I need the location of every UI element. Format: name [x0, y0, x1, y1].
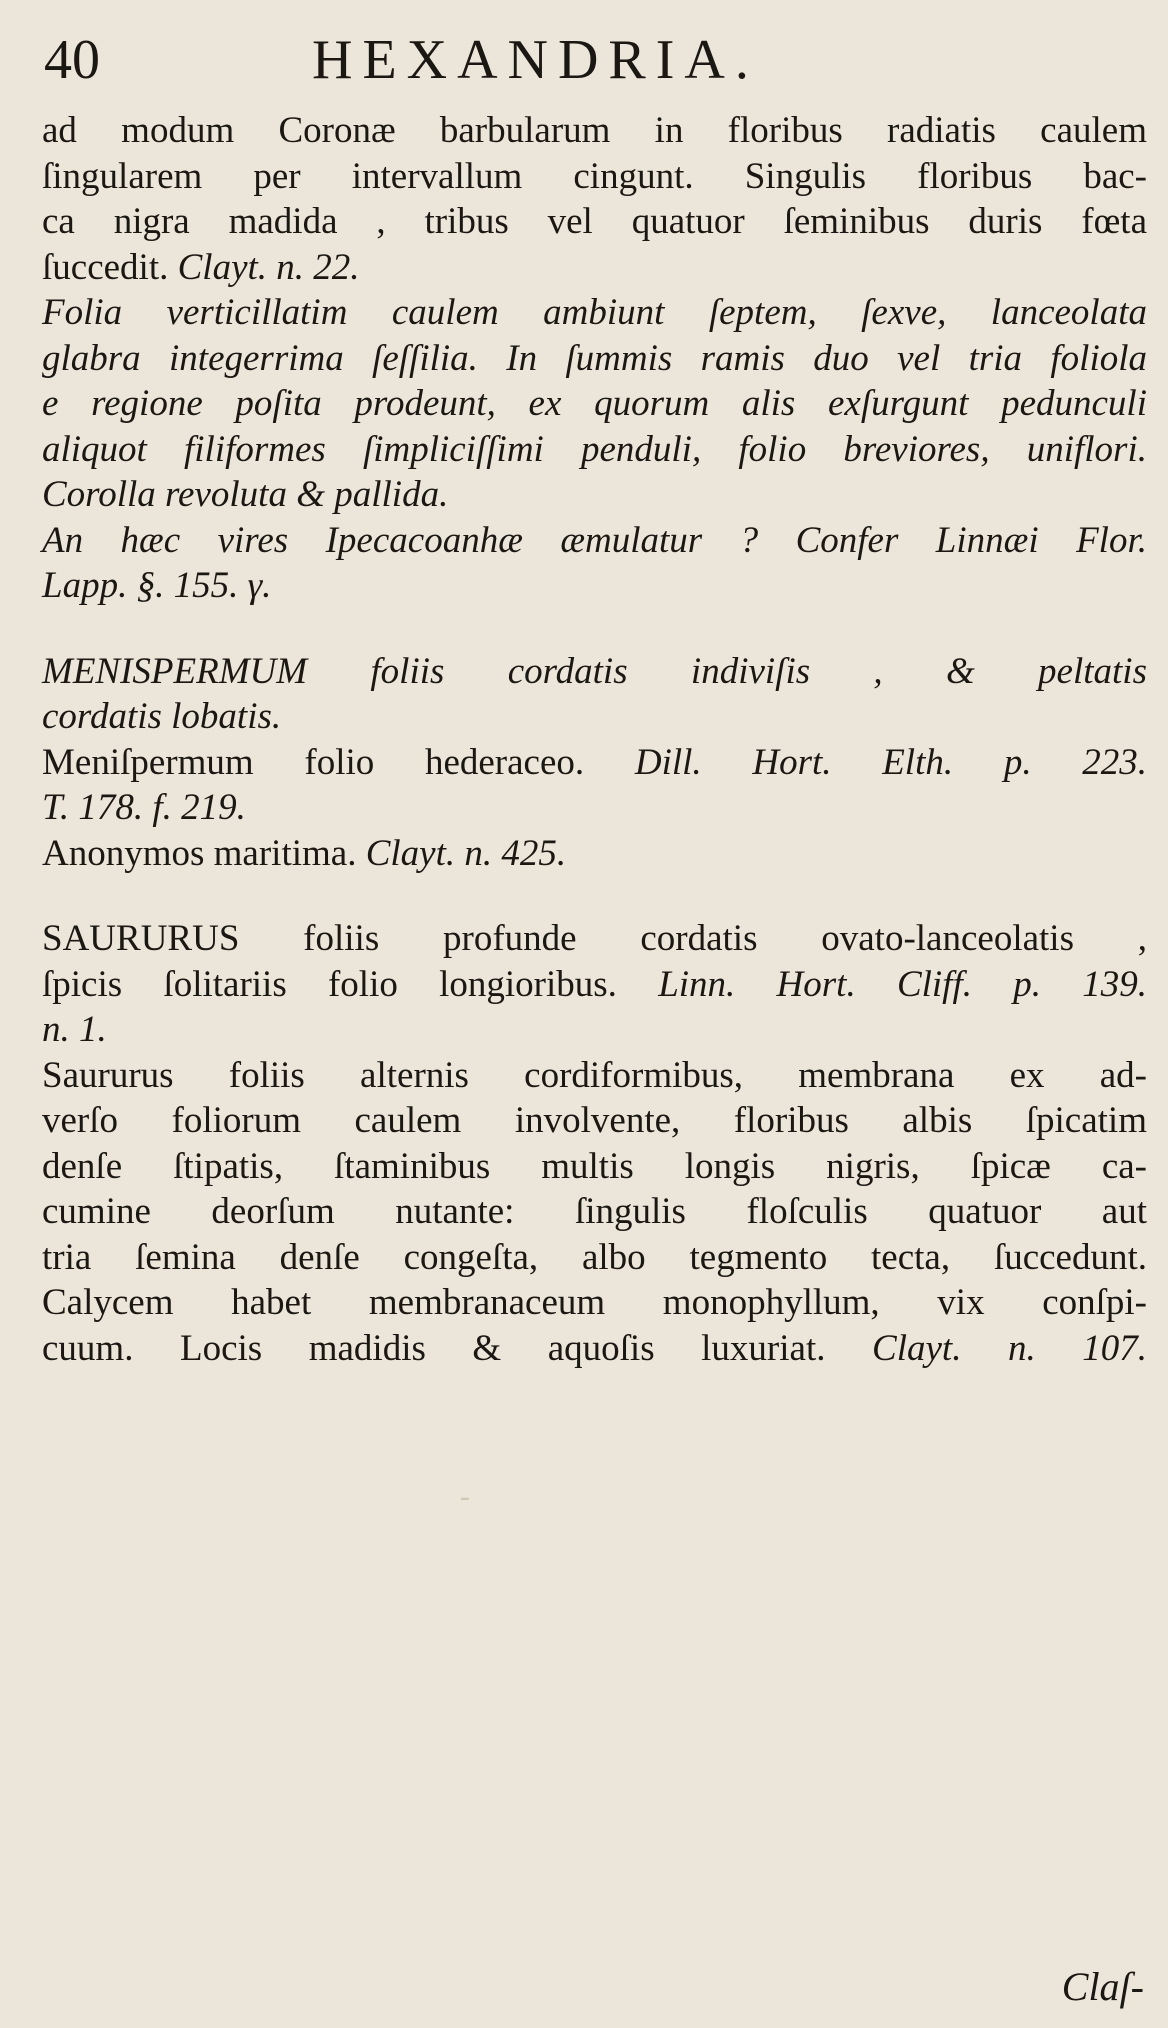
- text-line: e regione poſita prodeunt, ex quorum alis exſurgunt pedunculi: [42, 383, 1147, 424]
- catchword: Claſ-: [1061, 1964, 1144, 2009]
- text-line: [42, 740, 1147, 786]
- separator-mark: -: [460, 1480, 470, 1513]
- citation: Clayt. n. 22.: [177, 246, 360, 288]
- text-fragment: Meniſpermum folio hederaceo.: [42, 741, 585, 783]
- citation: Dill. Hort. Elth. p. 223.: [634, 741, 1148, 783]
- entry-heading: [42, 649, 1147, 695]
- text-fragment: Anonymos maritima.: [42, 832, 357, 874]
- citation: Linn. Hort. Cliff. p. 139.: [658, 963, 1147, 1005]
- text-line: Saururus foliis alternis cordiformibus, membrana ex ad-: [42, 1054, 1147, 1096]
- citation: Clayt. n. 107.: [872, 1327, 1148, 1369]
- text-fragment: cuum. Locis madidis & aquoſis luxuriat.: [42, 1327, 826, 1369]
- text-line: [42, 245, 1147, 291]
- section-gap: [42, 876, 1147, 916]
- text-line: denſe ſtipatis, ſtaminibus multis longis nigris, ſpicæ ca-: [42, 1145, 1147, 1187]
- text-line: ſingularem per intervallum cingunt. Singulis floribus bac-: [42, 155, 1147, 197]
- text-line: cumine deorſum nutante: ſingulis floſculis quatuor aut: [42, 1191, 1147, 1232]
- text-line: An hæc vires Ipecacoanhæ æmulatur ? Confer Linnæi Flor.: [42, 519, 1147, 561]
- text-line: Corolla revoluta & pallida.: [42, 474, 449, 515]
- page-number: 40: [44, 29, 100, 91]
- text-line: ad modum Coronæ barbularum in floribus radiatis caulem: [42, 110, 1147, 151]
- genus-name: MENISPERMUM: [42, 650, 308, 692]
- text-line: [42, 962, 1147, 1008]
- running-title: HEXANDRIA.: [312, 29, 759, 91]
- text-line: glabra integerrima ſeſſilia. In ſummis ramis duo vel tria foliola: [42, 337, 1147, 379]
- text-line: verſo foliorum caulem involvente, floribus albis ſpicatim: [42, 1100, 1147, 1141]
- paragraph-note: [42, 518, 1147, 609]
- entry-heading: SAURURUS foliis profunde cordatis ovato-lanceolatis ,: [42, 918, 1147, 959]
- section-gap: [42, 609, 1147, 649]
- paragraph-description-continued: [42, 108, 1147, 290]
- paragraph-folia: [42, 290, 1147, 518]
- text-line: ca nigra madida , tribus vel quatuor ſeminibus duris fœta: [42, 201, 1147, 242]
- page-header: [0, 22, 1168, 102]
- citation: Clayt. n. 425.: [365, 832, 567, 874]
- text-fragment: ſpicis ſolitariis folio longioribus.: [42, 963, 617, 1005]
- text-line: n. 1.: [42, 1009, 107, 1050]
- text-line: [42, 831, 1147, 877]
- text-line: Lapp. §. 155. γ.: [42, 565, 272, 606]
- text-fragment: ſuccedit.: [42, 246, 169, 288]
- entry-saururus: [42, 916, 1147, 1371]
- entry-menispermum: [42, 649, 1147, 877]
- page-body: [42, 108, 1147, 1371]
- text-fragment: foliis cordatis indiviſis , & peltatis: [370, 650, 1147, 692]
- citation: T. 178. f. 219.: [42, 787, 246, 828]
- text-line: [42, 1326, 1147, 1372]
- text-line: Calycem habet membranaceum monophyllum, vix conſpi-: [42, 1282, 1147, 1323]
- text-line: cordatis lobatis.: [42, 696, 282, 737]
- text-line: Folia verticillatim caulem ambiunt ſeptem, ſexve, lanceolata: [42, 292, 1147, 333]
- text-line: tria ſemina denſe congeſta, albo tegmento tecta, ſuccedunt.: [42, 1236, 1147, 1278]
- text-line: aliquot filiformes ſimpliciſſimi penduli, folio breviores, uniflori.: [42, 428, 1147, 470]
